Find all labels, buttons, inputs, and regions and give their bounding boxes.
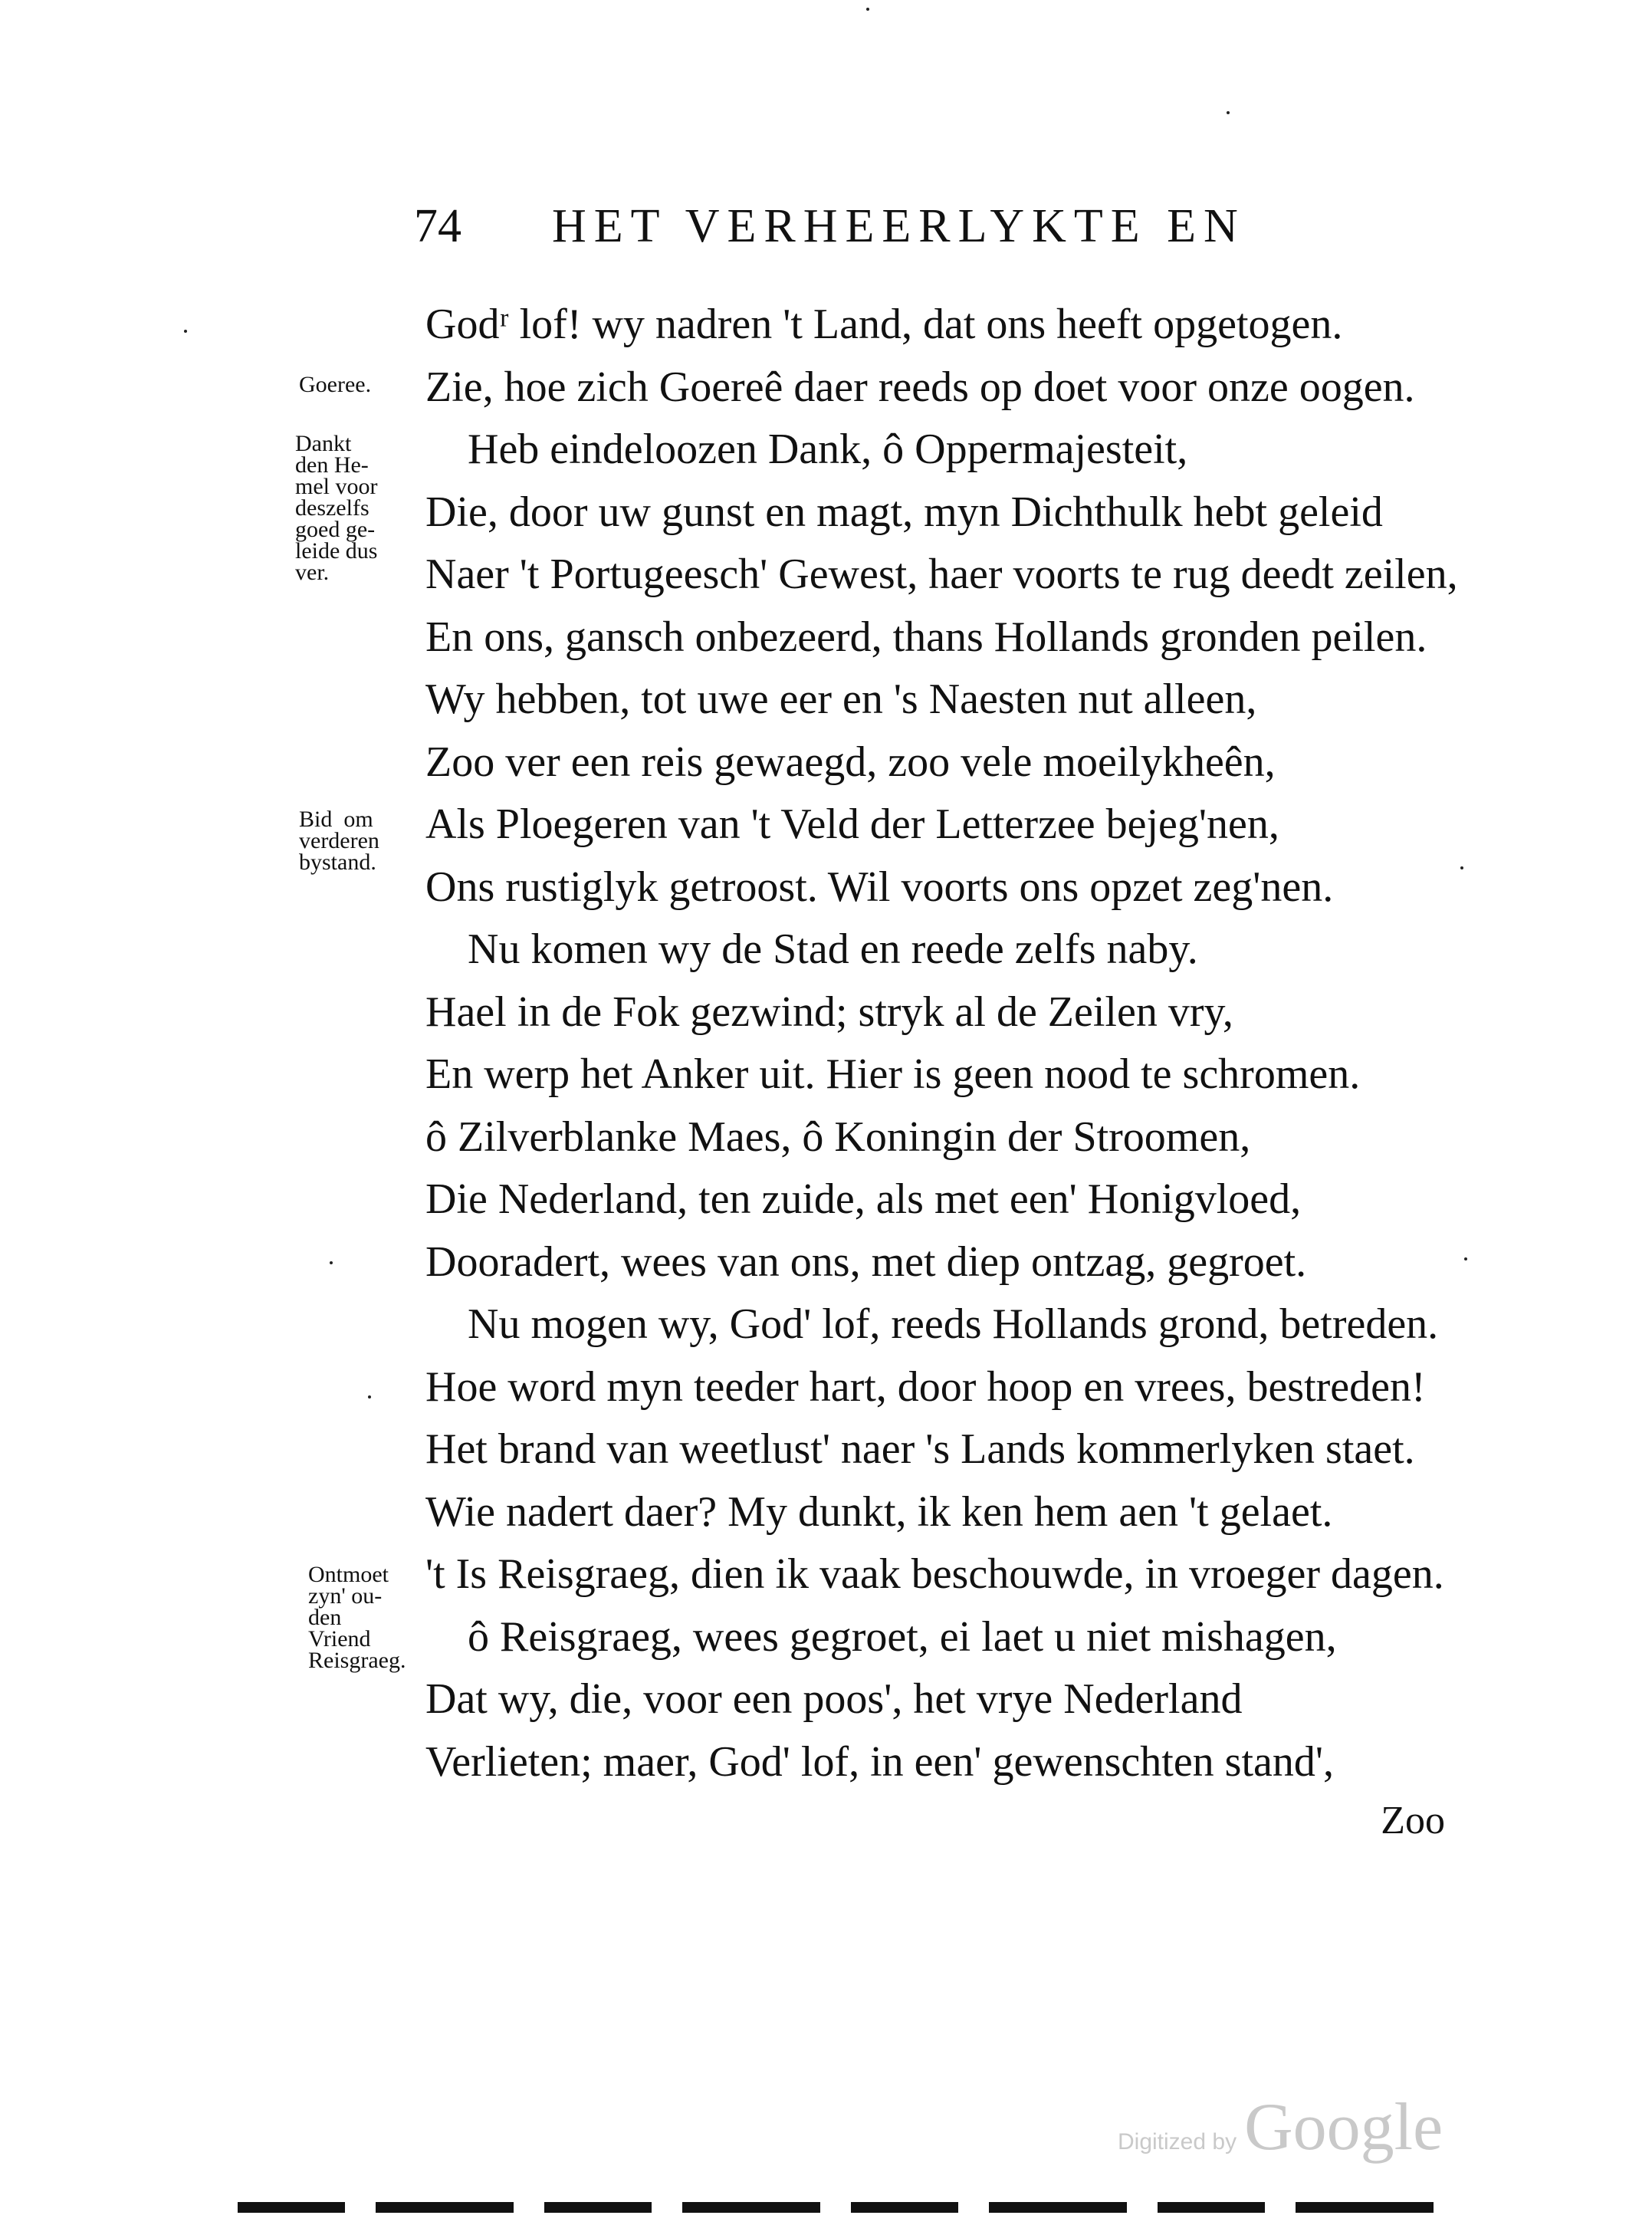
verse-line: En werp het Anker uit. Hier is geen nood te schromen.	[425, 1050, 1361, 1098]
verse-line: Nu mogen wy, God' lof, reeds Hollands grond, betreden.	[468, 1300, 1439, 1348]
verse-line: Dooradert, wees van ons, met diep ontzag, gegroet.	[425, 1238, 1307, 1286]
verse-line: Verlieten; maer, God' lof, in een' gewenschten stand',	[425, 1738, 1334, 1786]
scan-speck	[368, 1395, 371, 1399]
scan-speck	[1460, 866, 1463, 869]
verse-block	[425, 303, 1514, 1806]
verse-line: Nu komen wy de Stad en reede zelfs naby.	[468, 925, 1198, 973]
verse-line: En ons, gansch onbezeerd, thans Hollands gronden peilen.	[425, 613, 1427, 661]
verse-line: Wy hebben, tot uwe eer en 's Naesten nut alleen,	[425, 675, 1257, 723]
scan-speck	[1464, 1257, 1467, 1260]
scan-speck	[184, 330, 187, 333]
side-note: Ontmoet zyn' ou- den Vriend Reisgraeg.	[308, 1562, 406, 1673]
verse-line: ô Zilverblanke Maes, ô Koningin der Stroomen,	[425, 1113, 1251, 1161]
google-logo: Google	[1244, 2090, 1443, 2164]
verse-line: Naer 't Portugeesch' Gewest, haer voorts te rug deedt zeilen,	[425, 551, 1458, 598]
verse-line: Hael in de Fok gezwind; stryk al de Zeilen vry,	[425, 988, 1233, 1036]
verse-line: Die, door uw gunst en magt, myn Dichthulk hebt geleid	[425, 488, 1383, 536]
verse-line: Ons rustiglyk getroost. Wil voorts ons opzet zeg'nen.	[425, 863, 1334, 911]
side-note: Bid om verderen bystand.	[299, 807, 379, 875]
verse-line: Heb eindeloozen Dank, ô Oppermajesteit,	[468, 426, 1188, 473]
verse-line: 't Is Reisgraeg, dien ik vaak beschouwde, in vroeger dagen.	[425, 1550, 1444, 1598]
page-number: 74	[414, 200, 461, 252]
verse-line: Het brand van weetlust' naer 's Lands kommerlyken staet.	[425, 1425, 1415, 1473]
side-note: Goeree.	[299, 372, 372, 397]
digitized-watermark	[1118, 2089, 1443, 2166]
verse-line: Hoe word myn teeder hart, door hoop en vrees, bestreden!	[425, 1363, 1426, 1411]
scan-speck	[866, 8, 869, 11]
verse-line: Wie nadert daer? My dunkt, ik ken hem aen 't gelaet.	[425, 1488, 1333, 1536]
verse-line: Als Ploegeren van 't Veld der Letterzee bejeg'nen,	[425, 800, 1279, 848]
verse-line: Dat wy, die, voor een poos', het vrye Nederland	[425, 1675, 1243, 1723]
verse-line: Godʳ lof! wy nadren 't Land, dat ons heeft opgetogen.	[425, 301, 1343, 348]
verse-line: ô Reisgraeg, wees gegroet, ei laet u niet mishagen,	[468, 1613, 1337, 1661]
page-header	[406, 192, 1326, 261]
scan-edge-artifact	[238, 2202, 1434, 2213]
verse-line: Zie, hoe zich Goereê daer reeds op doet voor onze oogen.	[425, 363, 1415, 411]
verse-line: Zoo ver een reis gewaegd, zoo vele moeilykheên,	[425, 738, 1276, 786]
verse-line: Die Nederland, ten zuide, als met een' Honigvloed,	[425, 1175, 1302, 1223]
catchword: Zoo	[1381, 1799, 1445, 1842]
side-note: Dankt den He- mel voor deszelfs goed ge- leide dus ver.	[295, 431, 378, 585]
scan-speck	[330, 1261, 333, 1264]
watermark-prefix: Digitized by	[1118, 2129, 1237, 2154]
scan-speck	[1227, 111, 1230, 114]
running-head: HET VERHEERLYKTE EN	[552, 200, 1246, 252]
